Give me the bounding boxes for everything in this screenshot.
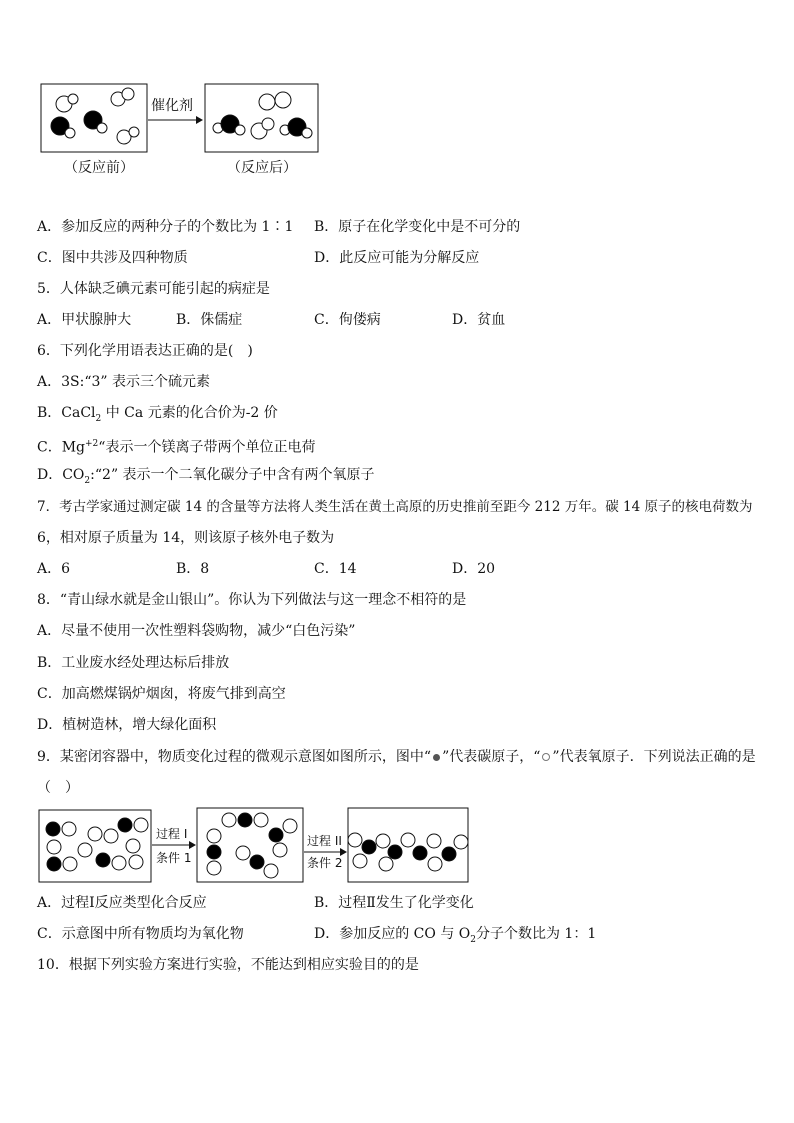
q4-option-b: B．原子在化学变化中是不可分的 xyxy=(314,219,521,235)
q9-box3-molecules xyxy=(348,833,468,871)
q7-option-c: C．14 xyxy=(314,561,357,577)
q6-stem: 6．下列化学用语表达正确的是( ) xyxy=(37,343,253,359)
q7-option-d: D．20 xyxy=(452,561,496,577)
catalyst-label: 催化剂 xyxy=(151,98,193,114)
caption-before: （反应前） xyxy=(64,160,134,176)
q9-box3 xyxy=(348,808,468,882)
q5-option-a: A．甲状腺肿大 xyxy=(37,312,132,328)
q9-stem-line1: 9．某密闭容器中，物质变化过程的微观示意图如图所示，图中“ ”代表碳原子，“ ”代表氧原子．下列说法正确的是 xyxy=(37,749,756,765)
q9-option-a: A．过程Ⅰ反应类型化合反应 xyxy=(37,895,207,911)
q8-option-d: D．植树造林，增大绿化面积 xyxy=(37,717,217,733)
q5-stem: 5．人体缺乏碘元素可能引起的病症是 xyxy=(37,281,270,297)
q9-condition1-label: 条件 1 xyxy=(156,851,192,865)
after-box xyxy=(205,84,318,152)
q7-stem-line2: 6，相对原子质量为 14，则该原子核外电子数为 xyxy=(37,530,335,546)
q10-stem: 10．根据下列实验方案进行实验，不能达到相应实验目的的是 xyxy=(37,957,419,973)
q5-option-b: B．侏儒症 xyxy=(176,312,243,328)
q4-option-c: C．图中共涉及四种物质 xyxy=(37,250,188,266)
q7-option-b: B．8 xyxy=(176,561,210,577)
q9-box2 xyxy=(197,808,303,882)
oxygen-atom-legend-icon xyxy=(542,753,550,761)
q6-option-c: C．$Mg^{+2}“$表示一个镁离子带两个单位正电荷 xyxy=(37,439,316,456)
q8-option-b: B．工业废水经处理达标后排放 xyxy=(37,655,230,671)
q9-arrow1-head xyxy=(189,841,196,849)
q9-box2-molecules xyxy=(207,813,297,878)
carbon-atom-legend-icon xyxy=(433,754,440,761)
q6-option-d: D．$CO_2:“2$” 表示一个二氧化碳分子中含有两个氧原子 xyxy=(37,467,375,486)
q9-process1-label: 过程 I xyxy=(156,827,188,841)
q8-option-a: A．尽量不使用一次性塑料袋购物，减少“白色污染” xyxy=(37,623,356,639)
q5-option-c: C．佝偻病 xyxy=(314,312,381,328)
q9-condition2-label: 条件 2 xyxy=(307,856,343,870)
q9-box1 xyxy=(39,810,151,882)
reaction-arrow-head xyxy=(196,116,203,124)
q9-box1-molecules xyxy=(46,818,148,871)
q7-stem-line1: 7．考古学家通过测定碳 14 的含量等方法将人类生活在黄土高原的历史推前至距今 212 万年。碳 14 原子的核电荷数为 xyxy=(37,499,753,515)
q9-stem-line2: （ ） xyxy=(37,780,79,796)
q6-option-b: B．CaCl$_2$ 中 Ca 元素的化合价为-2 价 xyxy=(37,405,278,424)
q9-option-d: D．参加反应的 CO 与 $O_2$分子个数比为 1：1 xyxy=(314,926,597,945)
q8-option-c: C．加高燃煤锅炉烟囱，将废气排到高空 xyxy=(37,686,286,702)
q4-option-d: D．此反应可能为分解反应 xyxy=(314,250,480,266)
q5-option-d: D．贫血 xyxy=(452,312,506,328)
q6-option-a: A．3S:“3” 表示三个硫元素 xyxy=(37,374,210,390)
q9-option-b: B．过程Ⅱ发生了化学变化 xyxy=(314,895,474,911)
q9-process2-label: 过程 II xyxy=(307,834,342,848)
q8-stem: 8．“青山绿水就是金山银山”。你认为下列做法与这一理念不相符的是 xyxy=(37,592,467,608)
before-molecules xyxy=(51,88,139,144)
q7-option-a: A．6 xyxy=(37,561,71,577)
caption-after: （反应后） xyxy=(227,160,297,176)
after-molecules xyxy=(213,92,312,139)
q9-option-c: C．示意图中所有物质均为氧化物 xyxy=(37,926,244,942)
q9-arrow2-head xyxy=(340,848,347,856)
q4-option-a: A．参加反应的两种分子的个数比为 1∶1 xyxy=(37,219,294,235)
